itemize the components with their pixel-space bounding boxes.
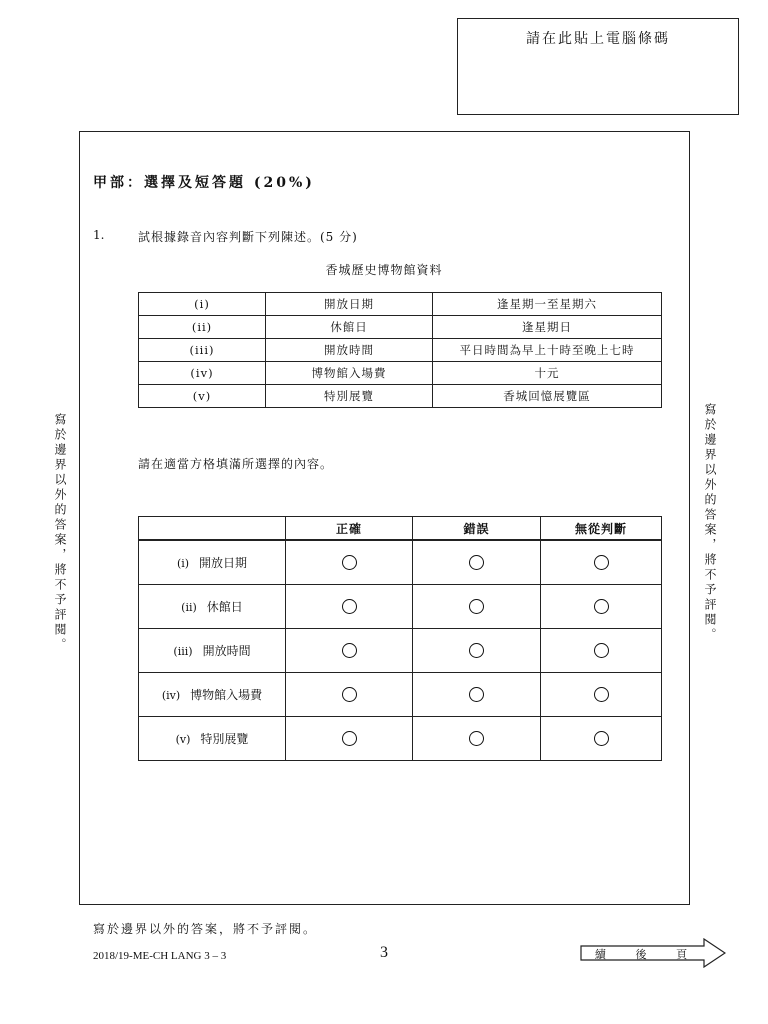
- table-row: [139, 385, 662, 408]
- info-detail: 十元: [433, 362, 662, 385]
- margin-note-right: 寫於邊界以外的答案，將不予評閱。: [703, 403, 717, 643]
- info-num: (iv): [139, 362, 266, 385]
- answer-header-blank: [139, 517, 286, 541]
- info-item: 特別展覽: [266, 385, 433, 408]
- option-cell: [413, 585, 541, 629]
- option-wrong-bubble[interactable]: [469, 555, 484, 570]
- option-cell: [541, 673, 662, 717]
- option-cell: [413, 717, 541, 761]
- option-cell: [413, 540, 541, 585]
- option-wrong-bubble[interactable]: [469, 687, 484, 702]
- option-cell: [541, 540, 662, 585]
- option-undetermined-bubble[interactable]: [594, 731, 609, 746]
- option-correct-bubble[interactable]: [342, 687, 357, 702]
- option-cell: [413, 673, 541, 717]
- paper-code: 2018/19-ME-CH LANG 3 – 3: [93, 950, 227, 962]
- option-correct-bubble[interactable]: [342, 555, 357, 570]
- row-label: 開放時間: [202, 644, 251, 658]
- page-number: 3: [380, 944, 388, 961]
- margin-note-left: 寫於邊界以外的答案，將不予評閱。: [53, 413, 67, 653]
- table-row: [139, 339, 662, 362]
- answer-row-label: [139, 673, 286, 717]
- barcode-box: [457, 18, 739, 115]
- info-item: 休館日: [266, 316, 433, 339]
- continue-label: [580, 946, 702, 962]
- option-correct-bubble[interactable]: [342, 731, 357, 746]
- option-correct-bubble[interactable]: [342, 599, 357, 614]
- table-row: [139, 717, 662, 761]
- row-num: (v): [175, 733, 191, 746]
- table-row: [139, 293, 662, 316]
- info-num: (iii): [139, 339, 266, 362]
- table-row: [139, 673, 662, 717]
- info-detail: 逢星期一至星期六: [433, 293, 662, 316]
- option-correct-bubble[interactable]: [342, 643, 357, 658]
- option-undetermined-bubble[interactable]: [594, 599, 609, 614]
- barcode-label: 請在此貼上電腦條碼: [526, 31, 670, 47]
- header-wrong: 錯誤: [413, 517, 541, 541]
- option-cell: [541, 585, 662, 629]
- table-row: [139, 316, 662, 339]
- option-cell: [286, 540, 413, 585]
- answer-row-label: [139, 540, 286, 585]
- option-cell: [286, 717, 413, 761]
- info-item: 博物館入場費: [266, 362, 433, 385]
- row-label: 休館日: [206, 600, 243, 614]
- info-num: (v): [139, 385, 266, 408]
- option-undetermined-bubble[interactable]: [594, 643, 609, 658]
- option-cell: [541, 717, 662, 761]
- question-number: 1.: [93, 228, 105, 242]
- info-title: 香城歷史博物館資料: [325, 263, 443, 277]
- answer-header-row: [139, 517, 662, 541]
- answer-table: [138, 516, 662, 761]
- header-correct: 正確: [286, 517, 413, 541]
- info-detail: 平日時間為早上十時至晚上七時: [433, 339, 662, 362]
- answer-row-label: [139, 629, 286, 673]
- continue-char: 後: [635, 948, 647, 961]
- table-row: [139, 629, 662, 673]
- option-cell: [286, 673, 413, 717]
- option-cell: [286, 585, 413, 629]
- info-table: [138, 292, 662, 408]
- row-label: 特別展覽: [200, 732, 249, 746]
- row-num: (i): [176, 557, 190, 570]
- answer-row-label: [139, 717, 286, 761]
- row-num: (iv): [161, 689, 181, 702]
- option-undetermined-bubble[interactable]: [594, 687, 609, 702]
- header-undetermined: 無從判斷: [541, 517, 662, 541]
- row-label: 博物館入場費: [190, 688, 263, 702]
- option-cell: [413, 629, 541, 673]
- question-text: 試根據錄音內容判斷下列陳述。(5 分): [138, 230, 358, 244]
- info-item: 開放日期: [266, 293, 433, 316]
- row-num: (iii): [173, 645, 193, 658]
- instruction-text: 請在適當方格填滿所選擇的內容。: [138, 457, 334, 471]
- row-num: (ii): [181, 601, 197, 614]
- info-num: (i): [139, 293, 266, 316]
- option-cell: [541, 629, 662, 673]
- option-cell: [286, 629, 413, 673]
- continue-char: 頁: [676, 948, 688, 961]
- continue-char: 續: [594, 948, 606, 961]
- table-row: [139, 362, 662, 385]
- answer-row-label: [139, 585, 286, 629]
- footer-note: 寫於邊界以外的答案，將不予評閱。: [93, 922, 318, 936]
- option-wrong-bubble[interactable]: [469, 599, 484, 614]
- info-detail: 香城回憶展覽區: [433, 385, 662, 408]
- info-item: 開放時間: [266, 339, 433, 362]
- section-title: 甲部：選擇及短答題 (20%): [93, 175, 315, 191]
- row-label: 開放日期: [199, 556, 248, 570]
- option-wrong-bubble[interactable]: [469, 643, 484, 658]
- option-undetermined-bubble[interactable]: [594, 555, 609, 570]
- table-row: [139, 540, 662, 585]
- info-detail: 逢星期日: [433, 316, 662, 339]
- info-num: (ii): [139, 316, 266, 339]
- option-wrong-bubble[interactable]: [469, 731, 484, 746]
- table-row: [139, 585, 662, 629]
